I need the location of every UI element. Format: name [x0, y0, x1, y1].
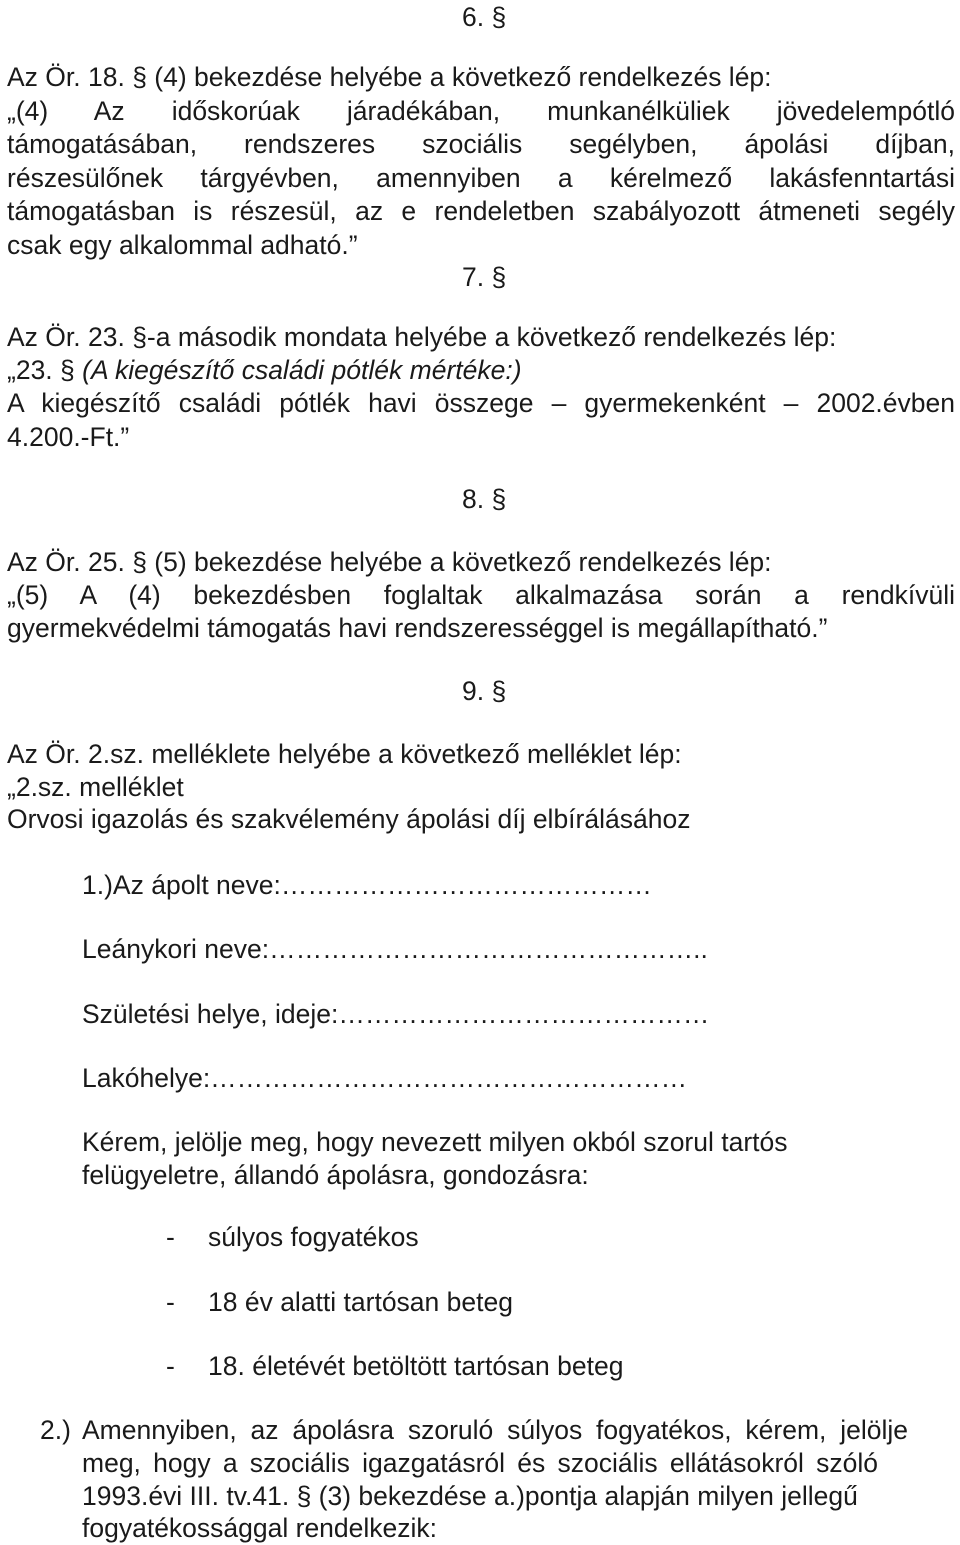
p6-line-2: „(4) Az időskorúak járadékában, munkanélküliek jövedelempótló — [7, 96, 955, 126]
option-dash: - — [166, 1351, 175, 1381]
question-2-line-4: fogyatékossággal rendelkezik: — [82, 1513, 438, 1543]
form-field-residence: Lakóhelye:……………………………………………… — [82, 1063, 688, 1093]
p6-line-3: támogatásában, rendszeres szociális segélyben, ápolási díjban, — [7, 129, 955, 159]
question-2-number: 2.) — [40, 1415, 71, 1445]
p8-line-2: „(5) A (4) bekezdésben foglaltak alkalmazása során a rendkívüli — [7, 580, 955, 610]
p7-line-4: 4.200.-Ft.” — [7, 422, 130, 452]
option-dash: - — [166, 1287, 175, 1317]
option-text: súlyos fogyatékos — [208, 1222, 419, 1252]
question-2-line-3: 1993.évi III. tv.41. § (3) bekezdése a.)pontja alapján milyen jellegű — [82, 1481, 858, 1511]
p6-line-1: Az Ör. 18. § (4) bekezdése helyébe a következő rendelkezés lép: — [7, 62, 772, 92]
p6-line-6: csak egy alkalommal adható.” — [7, 230, 358, 260]
p9-line-3: Orvosi igazolás és szakvélemény ápolási díj elbírálásához — [7, 804, 691, 834]
option-text: 18 év alatti tartósan beteg — [208, 1287, 513, 1317]
p7-line-3: A kiegészítő családi pótlék havi összege – gyermekenként – 2002.évben — [7, 388, 955, 418]
form-field-name: 1.)Az ápolt neve:…………………………………… — [82, 870, 652, 900]
form-field-birth: Születési helye, ideje:…………………………………… — [82, 999, 710, 1029]
section-number-8: 8. § — [462, 484, 507, 514]
p9-line-2: „2.sz. melléklet — [7, 772, 184, 802]
p7-line-2 — [7, 353, 955, 387]
question-2-line-1: Amennyiben, az ápolásra szoruló súlyos fogyatékos, kérem, jelölje — [82, 1415, 908, 1445]
p6-line-5: támogatásban is részesül, az e rendeletben szabályozott átmeneti segély — [7, 196, 955, 226]
question-2-line-2: meg, hogy a szociális igazgatásról és szociális ellátásokról szóló — [82, 1448, 878, 1478]
form-field-maiden-name: Leánykori neve:………………………………………….. — [82, 934, 708, 964]
p7-line-2-italic: (A kiegészítő családi pótlék mértéke:) — [82, 355, 522, 385]
option-dash: - — [166, 1222, 175, 1252]
section-number-9: 9. § — [462, 676, 507, 706]
section-number-7: 7. § — [462, 262, 507, 292]
form-question-line-1: Kérem, jelölje meg, hogy nevezett milyen okból szorul tartós — [82, 1127, 788, 1157]
p8-line-1: Az Ör. 25. § (5) bekezdése helyébe a következő rendelkezés lép: — [7, 547, 772, 577]
p6-line-4: részesülőnek tárgyévben, amennyiben a kérelmező lakásfenntartási — [7, 163, 955, 193]
p9-line-1: Az Ör. 2.sz. melléklete helyébe a következő melléklet lép: — [7, 739, 682, 769]
form-question-line-2: felügyeletre, állandó ápolásra, gondozásra: — [82, 1160, 589, 1190]
p7-line-1: Az Ör. 23. §-a második mondata helyébe a következő rendelkezés lép: — [7, 322, 837, 352]
section-number-6: 6. § — [462, 2, 507, 32]
p7-line-2-prefix: „23. § — [7, 355, 83, 385]
option-text: 18. életévét betöltött tartósan beteg — [208, 1351, 624, 1381]
p8-line-3: gyermekvédelmi támogatás havi rendszerességgel is megállapítható.” — [7, 613, 828, 643]
